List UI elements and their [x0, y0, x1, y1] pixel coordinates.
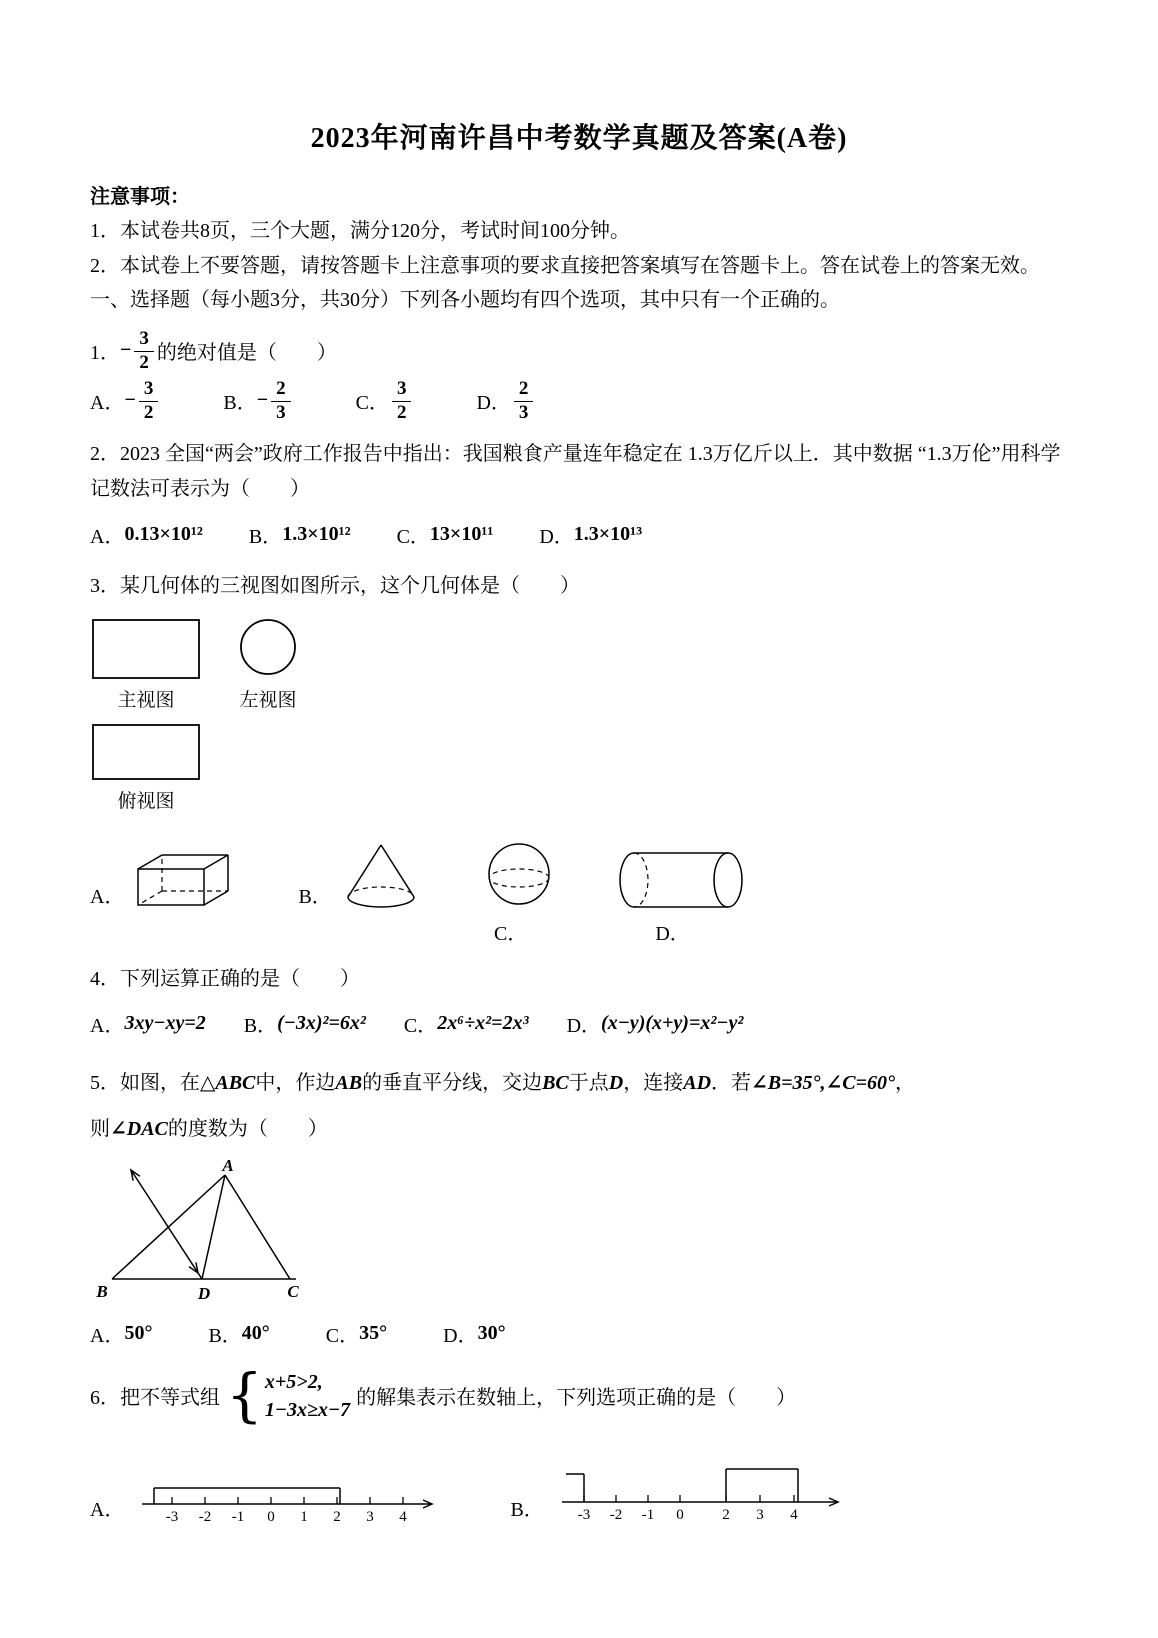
q4-option-b: [244, 1009, 366, 1038]
tick-label: 0: [676, 1506, 684, 1523]
q2-option-b: [249, 520, 351, 549]
tick-label: 2: [333, 1508, 342, 1525]
q1-stem-text: 的绝对值是（ ）: [156, 341, 337, 364]
question-4-options: [90, 1009, 1068, 1038]
question-5-stem-line-1: [90, 1066, 1068, 1100]
question-1-options: [90, 378, 1068, 423]
tick-label: 0: [267, 1508, 276, 1525]
stem-text: ．若: [711, 1071, 752, 1094]
tick-label: -3: [166, 1508, 179, 1525]
stem-text: 6．把不等式组: [90, 1387, 220, 1410]
question-4-stem: 4．下列运算正确的是（ ）: [90, 968, 360, 991]
q6-options-row: [90, 1454, 1068, 1526]
tick-label: 2: [722, 1506, 730, 1523]
front-view-rect: [93, 620, 199, 678]
tick-label: 1: [300, 1508, 309, 1525]
fraction-numerator: 2: [514, 378, 534, 402]
q6-number-line-b: [556, 1454, 852, 1526]
option-label: C．: [355, 392, 389, 415]
page-title: 2023年河南许昌中考数学真题及答案(A卷): [310, 123, 848, 154]
q3-shape-letters-row: [90, 917, 1068, 946]
vertex-label-c: C: [287, 1281, 299, 1301]
tick-label: 3: [756, 1506, 764, 1523]
option-label: A．: [90, 886, 125, 909]
option-label: B．: [243, 1014, 278, 1037]
question-1-number: 1．: [90, 341, 120, 364]
cuboid-figure: [134, 849, 234, 911]
option-label: D．: [539, 526, 574, 549]
vertex-label-b: B: [96, 1281, 108, 1301]
option-label: C．: [325, 1324, 360, 1347]
q1-stem-sign: −: [120, 338, 132, 361]
q3-option-a: [90, 849, 234, 911]
fraction: [514, 378, 534, 423]
arrow-icon: [189, 1262, 198, 1273]
front-view-label: 主视图: [117, 690, 175, 712]
q3-options-row: [90, 839, 1068, 911]
system-line-1: x+5>2,: [264, 1370, 323, 1393]
q4-option-c: [404, 1009, 529, 1038]
vertex-label-d: D: [197, 1283, 211, 1303]
stem-text: 于点: [568, 1071, 609, 1094]
fraction: [392, 378, 412, 423]
q4-option-d: [567, 1009, 744, 1038]
stem-text: 5．如图，在: [90, 1071, 200, 1094]
option-value: 0.13×10¹²: [124, 523, 203, 546]
question-2-stem: 2．2023 全国“两会”政府工作报告中指出：我国粮食产量连年稳定在 1.3万亿斤以上．其中数据 “1.3万伦”用科学记数法可表示为（ ）: [90, 443, 1061, 500]
question-1-stem: [90, 328, 1068, 373]
question-5-options: [90, 1319, 1068, 1348]
option-label: B．: [248, 526, 283, 549]
q2-option-d: [539, 520, 642, 549]
option-value: 1.3×10¹³: [573, 523, 643, 546]
option-label: C．: [396, 526, 430, 549]
option-value: 35°: [359, 1321, 388, 1344]
fraction-denominator: 2: [396, 402, 407, 424]
stem-math: D: [608, 1071, 624, 1094]
q1-option-c: [356, 378, 415, 423]
fraction-denominator: 3: [276, 402, 286, 424]
q3-three-views: [90, 617, 1068, 813]
q1-stem-fraction: [134, 328, 154, 373]
option-label: D．: [476, 392, 511, 415]
q2-option-a: [90, 520, 203, 549]
option-value: 40°: [241, 1321, 270, 1344]
tick-label: -2: [609, 1506, 623, 1523]
stem-math: AB: [335, 1071, 363, 1094]
tick-label: -1: [641, 1506, 655, 1523]
top-view-figure: [90, 722, 202, 782]
q3-views-row-1: [90, 617, 1068, 712]
fraction-numerator: 3: [134, 328, 154, 352]
option-label: D．: [566, 1014, 602, 1037]
q5-option-b: [208, 1319, 269, 1348]
option-label: D．: [443, 1324, 478, 1347]
front-view-block: [90, 617, 202, 712]
q1-option-b: [223, 378, 293, 423]
tick-label: 4: [790, 1506, 798, 1523]
question-6-stem: [90, 1361, 1068, 1430]
q5-triangle-figure: [90, 1157, 400, 1307]
option-value: (−3x)²=6x²: [277, 1011, 366, 1034]
top-view-label: 俯视图: [117, 791, 175, 813]
q2-option-c: [397, 520, 494, 549]
option-label: A．: [90, 1498, 125, 1521]
perpendicular-bisector-line: [131, 1170, 202, 1279]
stem-math: AD: [683, 1071, 712, 1094]
option-label: A．: [90, 1324, 125, 1347]
option-label: B．: [510, 1498, 544, 1521]
fraction-denominator: 2: [143, 402, 154, 424]
option-value: (x−y)(x+y)=x²−y²: [601, 1011, 744, 1034]
notice-heading: 注意事项：: [90, 186, 190, 208]
fraction: [271, 378, 291, 423]
question-2-options: [90, 520, 1068, 549]
side-view-circle: [241, 620, 295, 674]
q5-option-a: [90, 1319, 152, 1348]
system-line-2: 1−3x≥x−7: [264, 1398, 351, 1421]
option-value: 13×10¹¹: [429, 523, 494, 546]
fraction-numerator: 2: [271, 378, 291, 402]
system-rows: [265, 1368, 350, 1424]
fraction: [139, 378, 159, 423]
q3-option-b: [298, 839, 419, 911]
option-value: 3xy−xy=2: [124, 1011, 206, 1034]
stem-math: △ABC: [200, 1071, 256, 1094]
q1-option-a: [90, 378, 161, 423]
option-label: A．: [90, 526, 125, 549]
q3-option-d: [618, 849, 750, 911]
cone-figure: [342, 839, 420, 911]
top-view-block: [90, 722, 202, 813]
arrow-icon: [131, 1170, 140, 1181]
stem-math: BC: [542, 1071, 569, 1094]
q5-option-d: [443, 1319, 505, 1348]
option-label: A．: [90, 392, 125, 415]
stem-text: 的度数为（ ）: [167, 1118, 328, 1141]
fraction-denominator: 2: [139, 351, 149, 373]
section-1-heading: 一、选择题（每小题3分，共30分）下列各小题均有四个选项，其中只有一个正确的。: [90, 289, 840, 312]
tick-label: 3: [366, 1508, 375, 1525]
side-view-figure: [236, 617, 300, 681]
notice-item-1: 1．本试卷共8页，三个大题，满分120分，考试时间100分钟。: [90, 220, 630, 243]
tick-label: 4: [399, 1508, 408, 1525]
q5-option-c: [326, 1319, 387, 1348]
tick-label: -2: [199, 1508, 212, 1525]
option-label: B．: [223, 392, 257, 415]
stem-math: ∠DAC: [110, 1118, 168, 1141]
brace-glyph: {: [226, 1361, 263, 1430]
question-3-stem: 3．某几何体的三视图如图所示，这个几何体是（ ）: [90, 575, 580, 598]
question-5-stem-line-2: [90, 1112, 1068, 1146]
option-label: C．: [403, 1014, 438, 1037]
inequality-system: [226, 1361, 351, 1430]
stem-text: 中，作边: [255, 1071, 336, 1094]
option-value: 2x⁶÷x²=2x³: [437, 1011, 529, 1034]
option-value: 30°: [477, 1321, 506, 1344]
option-label: A．: [90, 1014, 125, 1037]
option-sign: −: [124, 389, 136, 412]
stem-text: 的垂直平分线，交边: [362, 1071, 543, 1094]
option-value: 50°: [124, 1321, 153, 1344]
tick-label: -3: [577, 1506, 591, 1523]
option-sign: −: [256, 389, 269, 412]
option-label: B．: [208, 1324, 242, 1347]
stem-text: ，: [895, 1071, 916, 1094]
fraction-denominator: 3: [518, 402, 529, 424]
fraction-numerator: 3: [392, 378, 412, 402]
q5-figure-wrap: [90, 1157, 1068, 1307]
notice-item-2: 2．本试卷上不要答题，请按答题卡上注意事项的要求直接把答案填写在答题卡上。答在试卷上的答案无效。: [90, 254, 1040, 277]
sphere-figure: [484, 841, 554, 911]
side-view-label: 左视图: [239, 690, 297, 712]
q4-option-a: [90, 1009, 206, 1038]
option-value: 1.3×10¹²: [282, 523, 351, 546]
option-label: B．: [298, 886, 332, 909]
top-view-rect: [93, 725, 199, 779]
stem-text: 的解集表示在数轴上，下列选项正确的是（ ）: [356, 1387, 797, 1410]
vertex-label-a: A: [222, 1156, 234, 1175]
option-label-c: C．: [494, 923, 528, 946]
q3-option-c: [484, 841, 554, 911]
q1-option-d: [476, 378, 536, 423]
fraction-numerator: 3: [139, 378, 159, 402]
q6-number-line-a: [136, 1462, 448, 1526]
side-view-block: [236, 617, 300, 712]
cylinder-figure: [618, 849, 750, 911]
tick-label: -1: [232, 1508, 245, 1525]
stem-text: 则: [90, 1118, 110, 1141]
option-label-d: D．: [655, 923, 690, 946]
front-view-figure: [90, 617, 202, 681]
stem-text: ，连接: [623, 1071, 684, 1094]
stem-math: ∠B=35°,∠C=60°: [751, 1071, 896, 1094]
